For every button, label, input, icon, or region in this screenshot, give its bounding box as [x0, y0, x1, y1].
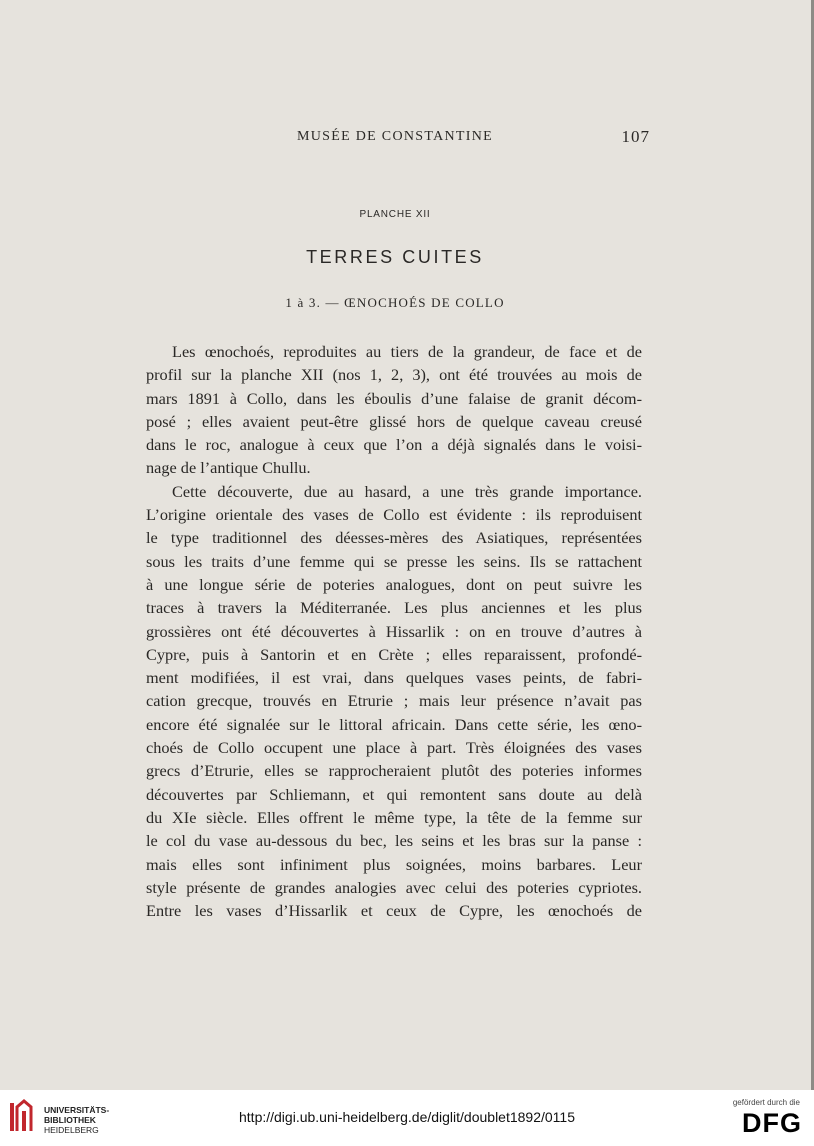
text-line: Cette découverte, due au hasard, a une très grande importance.: [172, 481, 642, 501]
text-line: choés de Collo occupent une place à part. Très éloignées des vases: [146, 738, 642, 758]
running-title: MUSÉE DE CONSTANTINE: [297, 129, 493, 144]
page-number: 107: [621, 127, 650, 146]
text-line: Les œnochoés, reproduites au tiers de la grandeur, de face et de: [172, 342, 642, 361]
text-line: grecs d’Etrurie, elles se rapprocheraient plutôt des poteries informes: [146, 761, 642, 781]
text-line: découvertes par Schliemann, et qui remontent sans doute au delà: [146, 784, 642, 804]
text-line: nage de l’antique Chullu.: [146, 458, 311, 478]
text-line: mars 1891 à Collo, dans les éboulis d’une falaise de granit décom-: [146, 388, 642, 408]
text-line: mais elles sont infiniment plus soignées, moins barbares. Leur: [146, 854, 642, 874]
text-line: Cypre, puis à Santorin et en Crète ; elles reparaissent, profondé-: [146, 644, 642, 664]
text-line: cation grecque, trouvés en Etrurie ; mais leur présence n’avait pas: [146, 691, 642, 711]
library-name-line: BIBLIOTHEK: [44, 1115, 96, 1125]
plate-label: PLANCHE XII: [359, 209, 431, 220]
text-line: L’origine orientale des vases de Collo est évidente : ils reproduisent: [146, 505, 642, 525]
footer-bar: [0, 1090, 814, 1146]
library-name-line: UNIVERSITÄTS-: [44, 1105, 110, 1115]
text-line: sous les traits d’une femme qui se presse les seins. Ils se rattachent: [146, 551, 642, 571]
text-line: dans le roc, analogue à ceux que l’on a déjà signalés dans le voisi-: [146, 435, 642, 455]
library-name-line: HEIDELBERG: [44, 1125, 99, 1135]
text-line: le type traditionnel des déesses-mères des Asiatiques, représentées: [146, 528, 642, 548]
text-line: Entre les vases d’Hissarlik et ceux de Cypre, les œnochoés de: [146, 901, 642, 921]
section-title: TERRES CUITES: [306, 247, 484, 267]
text-line: encore été signalée sur le littoral africain. Dans cette série, les œno-: [146, 714, 642, 734]
permalink-url[interactable]: http://digi.ub.uni-heidelberg.de/diglit/doublet1892/0115: [239, 1109, 575, 1125]
dfg-logo: DFG: [742, 1108, 802, 1138]
text-line: ment modifiées, il est vrai, dans quelques vases peints, de fabri-: [146, 668, 642, 688]
text-line: style présente de grandes analogies avec celui des poteries cypriotes.: [146, 877, 642, 897]
body-text: [146, 340, 642, 922]
text-line: traces à travers la Méditerranée. Les plus anciennes et les plus: [146, 598, 642, 618]
text-line: posé ; elles avaient peut-être glissé hors de quelque caveau creusé: [146, 411, 642, 431]
funded-by-label: gefördert durch die: [732, 1098, 800, 1107]
running-head: [140, 127, 650, 149]
subheading: 1 à 3. — ŒNOCHOÉS DE COLLO: [285, 295, 505, 310]
text-line: grossières ont été découvertes à Hissarlik : on en trouve d’autres à: [146, 621, 642, 641]
text-line: le col du vase au-dessous du bec, les seins et les bras sur la panse :: [146, 831, 642, 851]
text-line: profil sur la planche XII (nos 1, 2, 3), ont été trouvées au mois de: [146, 365, 642, 385]
text-line: du XIe siècle. Elles offrent le même type, la tête de la femme sur: [146, 807, 642, 827]
text-line: à une longue série de poteries analogues, dont on peut suivre les: [146, 574, 642, 594]
